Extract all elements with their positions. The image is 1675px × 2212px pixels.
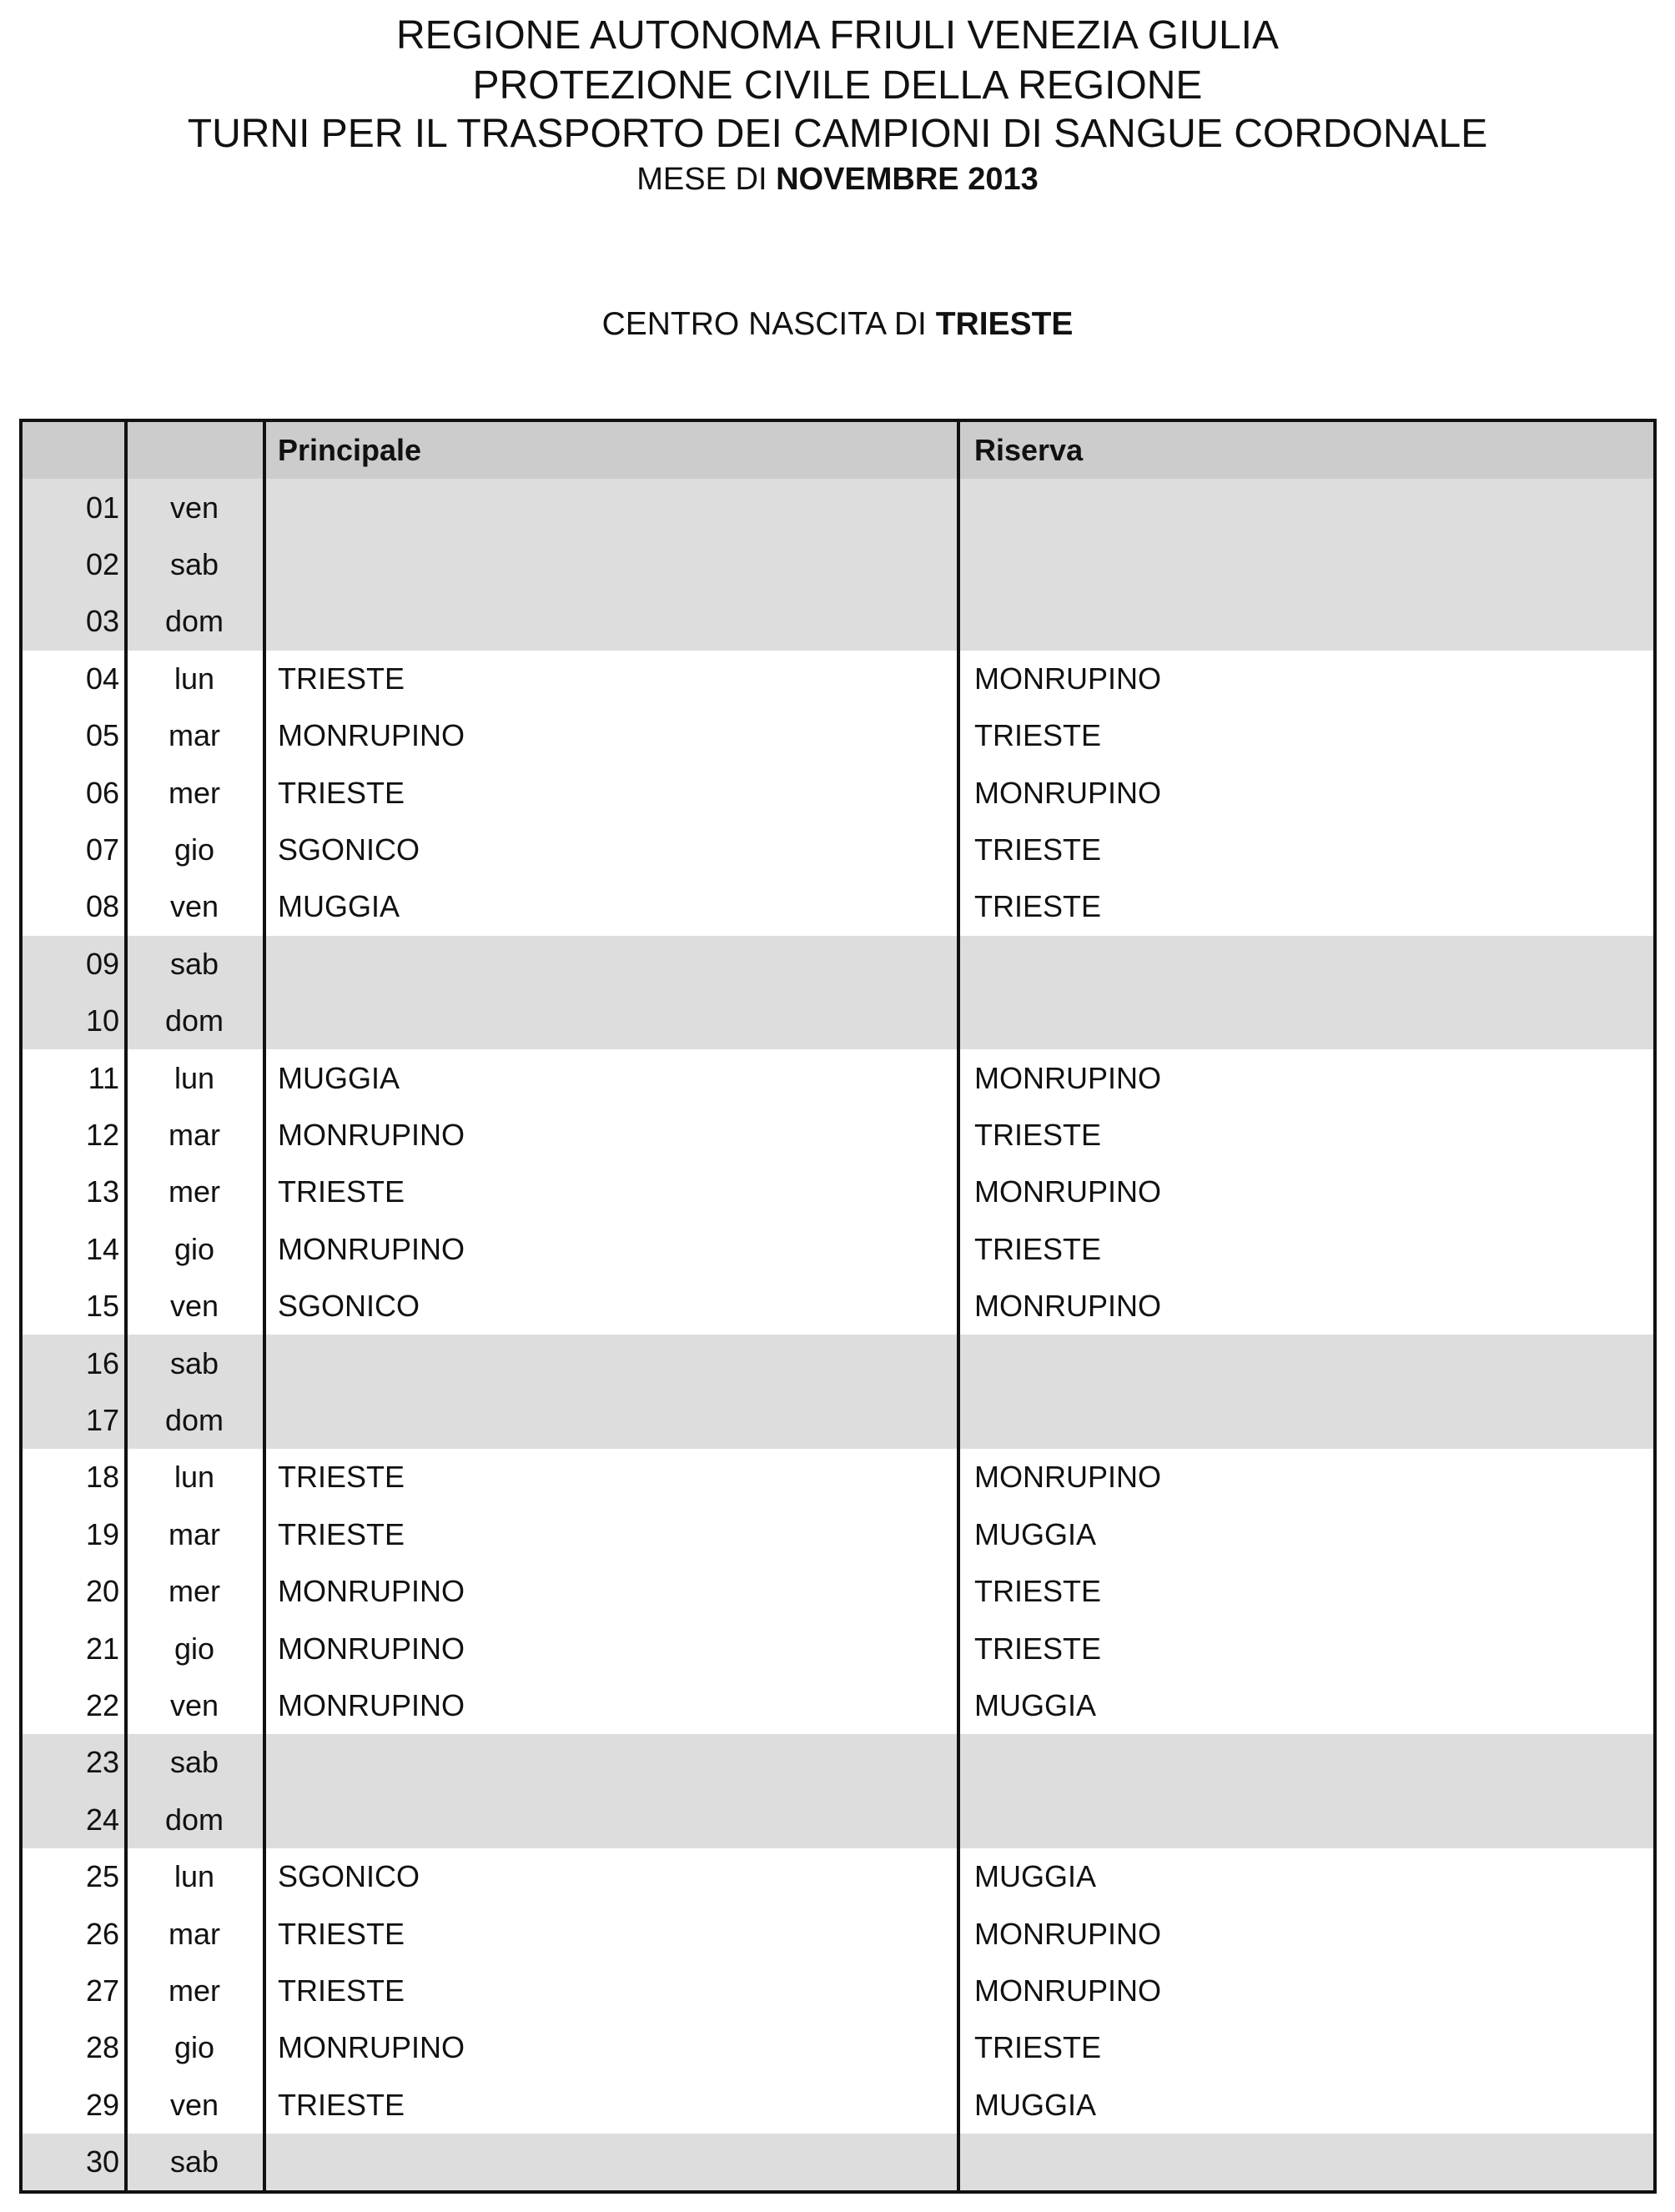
day-number: 03 bbox=[85, 604, 119, 639]
riserva-cell: MONRUPINO bbox=[974, 775, 1161, 810]
principale-cell: MONRUPINO bbox=[278, 1687, 465, 1722]
day-number: 27 bbox=[85, 1973, 119, 2008]
day-name: mer bbox=[169, 1574, 220, 1609]
day-name: sab bbox=[169, 1345, 219, 1380]
riserva-cell: MUGGIA bbox=[974, 2087, 1097, 2122]
principale-cell: TRIESTE bbox=[278, 2087, 405, 2122]
principale-cell: SGONICO bbox=[278, 1289, 420, 1324]
riserva-cell: MONRUPINO bbox=[974, 1916, 1161, 1951]
principale-cell: TRIESTE bbox=[278, 1516, 405, 1551]
day-name: ven bbox=[169, 2087, 219, 2122]
table-row bbox=[23, 936, 1653, 993]
principale-cell: SGONICO bbox=[278, 832, 420, 867]
table-row bbox=[23, 1506, 1653, 1563]
region-title: REGIONE AUTONOMA FRIULI VENEZIA GIULIA bbox=[395, 13, 1279, 58]
day-name: gio bbox=[174, 832, 215, 867]
department-title: PROTEZIONE CIVILE DELLA REGIONE bbox=[472, 63, 1203, 108]
day-number: 11 bbox=[88, 1060, 119, 1095]
day-name: dom bbox=[164, 604, 224, 639]
table-row bbox=[23, 2019, 1653, 2076]
table-row bbox=[23, 707, 1653, 764]
table-header-row bbox=[23, 422, 1653, 479]
day-name: mer bbox=[169, 775, 220, 810]
header-riserva: Riserva bbox=[974, 433, 1084, 468]
day-name: ven bbox=[169, 889, 219, 924]
riserva-cell: MONRUPINO bbox=[974, 1460, 1161, 1495]
table-row bbox=[23, 1620, 1653, 1677]
day-number: 20 bbox=[85, 1574, 119, 1609]
table-row bbox=[23, 593, 1653, 650]
principale-cell: TRIESTE bbox=[278, 1460, 405, 1495]
schedule-table bbox=[19, 419, 1657, 2194]
riserva-cell: MUGGIA bbox=[974, 1516, 1097, 1551]
day-number: 26 bbox=[85, 1916, 119, 1951]
column-divider-1 bbox=[124, 422, 128, 2190]
month-value: NOVEMBRE 2013 bbox=[776, 162, 1039, 197]
riserva-cell: MONRUPINO bbox=[974, 661, 1161, 696]
principale-cell: TRIESTE bbox=[278, 775, 405, 810]
day-number: 23 bbox=[85, 1745, 119, 1780]
principale-cell: TRIESTE bbox=[278, 1916, 405, 1951]
table-row bbox=[23, 878, 1653, 935]
principale-cell: MUGGIA bbox=[278, 889, 400, 924]
birth-center-value: TRIESTE bbox=[935, 306, 1074, 342]
month-prefix: MESE DI bbox=[636, 162, 767, 197]
table-row bbox=[23, 1905, 1653, 1962]
birth-center-line bbox=[0, 303, 1675, 346]
day-number: 21 bbox=[85, 1631, 119, 1666]
table-row bbox=[23, 1164, 1653, 1220]
riserva-cell: TRIESTE bbox=[974, 1631, 1102, 1666]
birth-center-prefix: CENTRO NASCITA DI bbox=[601, 306, 927, 342]
table-row bbox=[23, 1335, 1653, 1391]
table-row bbox=[23, 1734, 1653, 1791]
table-row bbox=[23, 1049, 1653, 1106]
day-name: gio bbox=[174, 2030, 215, 2065]
day-number: 19 bbox=[85, 1516, 119, 1551]
day-number: 06 bbox=[85, 775, 119, 810]
day-name: ven bbox=[169, 1289, 219, 1324]
day-name: mer bbox=[169, 1174, 220, 1209]
riserva-cell: MUGGIA bbox=[974, 1859, 1097, 1894]
table-row bbox=[23, 993, 1653, 1049]
riserva-cell: TRIESTE bbox=[974, 1574, 1102, 1609]
day-number: 24 bbox=[85, 1802, 119, 1837]
table-row bbox=[23, 2077, 1653, 2134]
riserva-cell: TRIESTE bbox=[974, 1117, 1102, 1152]
column-divider-2 bbox=[263, 422, 266, 2190]
table-row bbox=[23, 764, 1653, 821]
day-number: 16 bbox=[85, 1345, 119, 1380]
day-name: lun bbox=[174, 661, 215, 696]
riserva-cell: TRIESTE bbox=[974, 832, 1102, 867]
day-number: 10 bbox=[85, 1003, 119, 1038]
riserva-cell: TRIESTE bbox=[974, 718, 1102, 753]
table-row bbox=[23, 479, 1653, 535]
day-number: 22 bbox=[85, 1687, 119, 1722]
principale-cell: TRIESTE bbox=[278, 1973, 405, 2008]
day-name: lun bbox=[174, 1859, 215, 1894]
day-name: lun bbox=[174, 1060, 215, 1095]
day-name: mar bbox=[169, 718, 220, 753]
day-number: 30 bbox=[85, 2144, 119, 2179]
day-name: dom bbox=[164, 1003, 224, 1038]
table-row bbox=[23, 1563, 1653, 1620]
table-row bbox=[23, 1392, 1653, 1449]
table-row bbox=[23, 1848, 1653, 1905]
day-name: mar bbox=[169, 1916, 220, 1951]
day-number: 13 bbox=[85, 1174, 119, 1209]
day-number: 12 bbox=[85, 1117, 119, 1152]
day-name: dom bbox=[164, 1802, 224, 1837]
day-name: gio bbox=[174, 1231, 215, 1266]
table-row bbox=[23, 1107, 1653, 1164]
day-number: 04 bbox=[85, 661, 119, 696]
day-number: 28 bbox=[85, 2030, 119, 2065]
day-name: mer bbox=[169, 1973, 220, 2008]
day-number: 08 bbox=[85, 889, 119, 924]
table-row bbox=[23, 1963, 1653, 2019]
riserva-cell: TRIESTE bbox=[974, 2030, 1102, 2065]
principale-cell: MONRUPINO bbox=[278, 1231, 465, 1266]
day-number: 18 bbox=[85, 1460, 119, 1495]
day-name: sab bbox=[169, 1745, 219, 1780]
day-number: 01 bbox=[85, 490, 119, 525]
principale-cell: TRIESTE bbox=[278, 661, 405, 696]
principale-cell: MONRUPINO bbox=[278, 2030, 465, 2065]
principale-cell: MONRUPINO bbox=[278, 718, 465, 753]
table-row bbox=[23, 1278, 1653, 1335]
table-row bbox=[23, 2134, 1653, 2190]
day-number: 29 bbox=[85, 2087, 119, 2122]
day-name: sab bbox=[169, 2144, 219, 2179]
principale-cell: MUGGIA bbox=[278, 1060, 400, 1095]
day-name: ven bbox=[169, 1687, 219, 1722]
day-name: lun bbox=[174, 1460, 215, 1495]
table-row bbox=[23, 1677, 1653, 1734]
day-number: 05 bbox=[85, 718, 119, 753]
day-number: 09 bbox=[85, 946, 119, 981]
day-number: 15 bbox=[85, 1289, 119, 1324]
principale-cell: MONRUPINO bbox=[278, 1631, 465, 1666]
day-name: sab bbox=[169, 546, 219, 581]
day-number: 25 bbox=[85, 1859, 119, 1894]
month-line bbox=[0, 158, 1675, 200]
riserva-cell: TRIESTE bbox=[974, 1231, 1102, 1266]
column-divider-3 bbox=[957, 422, 960, 2190]
riserva-cell: MONRUPINO bbox=[974, 1289, 1161, 1324]
document-title: TURNI PER IL TRASPORTO DEI CAMPIONI DI SANGUE CORDONALE bbox=[187, 112, 1488, 156]
day-name: gio bbox=[174, 1631, 215, 1666]
day-name: sab bbox=[169, 946, 219, 981]
day-number: 07 bbox=[85, 832, 119, 867]
riserva-cell: MONRUPINO bbox=[974, 1174, 1161, 1209]
riserva-cell: TRIESTE bbox=[974, 889, 1102, 924]
table-row bbox=[23, 651, 1653, 707]
principale-cell: TRIESTE bbox=[278, 1174, 405, 1209]
riserva-cell: MUGGIA bbox=[974, 1687, 1097, 1722]
table-row bbox=[23, 822, 1653, 878]
principale-cell: SGONICO bbox=[278, 1859, 420, 1894]
principale-cell: MONRUPINO bbox=[278, 1117, 465, 1152]
day-number: 02 bbox=[85, 546, 119, 581]
day-number: 14 bbox=[85, 1231, 119, 1266]
header-principale: Principale bbox=[278, 433, 422, 468]
principale-cell: MONRUPINO bbox=[278, 1574, 465, 1609]
day-name: mar bbox=[169, 1117, 220, 1152]
table-row bbox=[23, 536, 1653, 593]
table-row bbox=[23, 1449, 1653, 1506]
day-name: ven bbox=[169, 490, 219, 525]
day-number: 17 bbox=[85, 1402, 119, 1437]
day-name: mar bbox=[169, 1516, 220, 1551]
day-name: dom bbox=[164, 1402, 224, 1437]
table-row bbox=[23, 1792, 1653, 1848]
riserva-cell: MONRUPINO bbox=[974, 1973, 1161, 2008]
table-row bbox=[23, 1221, 1653, 1278]
riserva-cell: MONRUPINO bbox=[974, 1060, 1161, 1095]
